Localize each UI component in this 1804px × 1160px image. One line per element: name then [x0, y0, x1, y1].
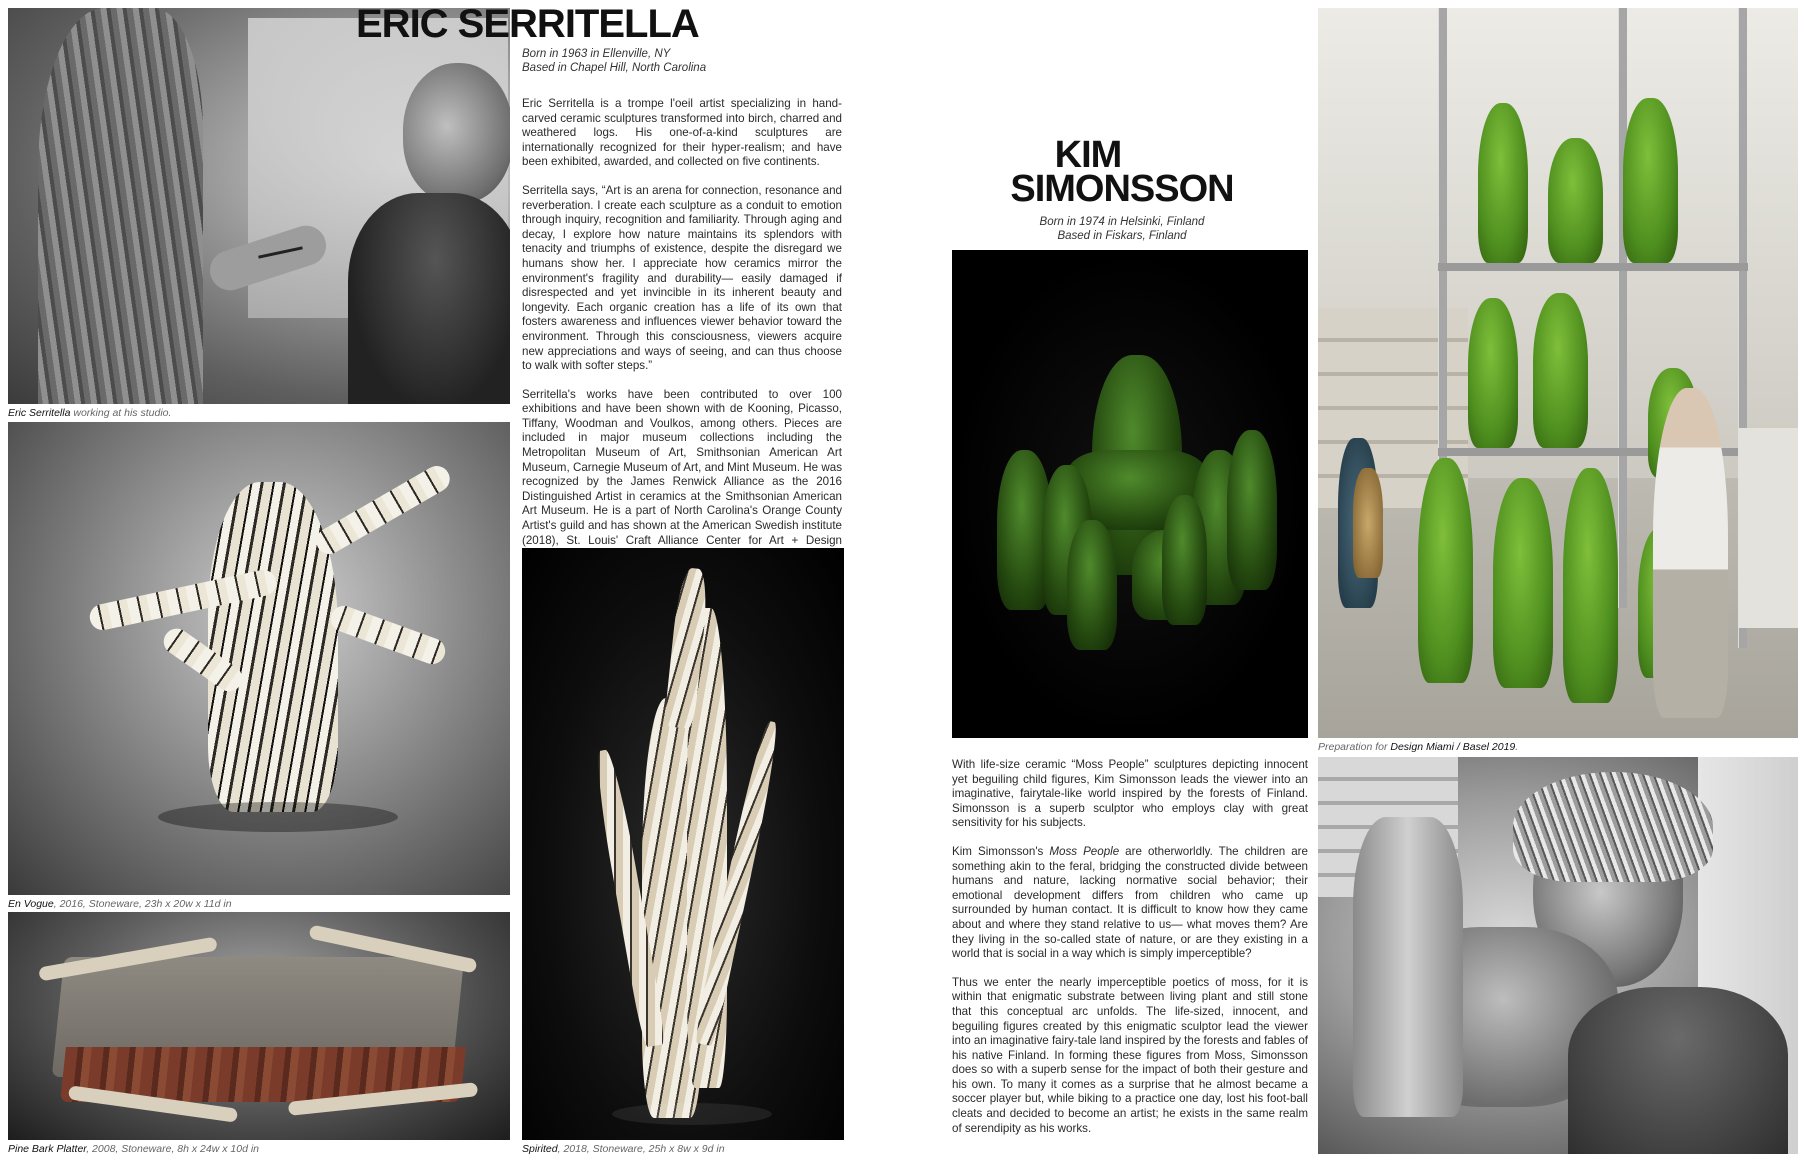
simonsson-born: Born in 1974 in Helsinki, Finland	[1039, 216, 1205, 228]
simonsson-based: Based in Fiskars, Finland	[1057, 230, 1187, 242]
studio-preparation-photo	[1318, 8, 1798, 738]
serritella-portrait-photo	[8, 8, 510, 404]
moss-people-photo	[952, 250, 1308, 738]
pine-bark-platter-photo	[8, 912, 510, 1140]
serritella-bio-p2: Serritella says, “Art is an arena for connection, resonance and reverberation. I create each sculpture as a conduit to emotion through inquiry, recognition and familiarity. Through aging and decay, I explore how nature maintains its splendors with tenacity and triumphs of existence, despite the disregard we humans show her. I appreciate how ceramics mirror the environment's fragility and durability— easily damaged if disrespected and yet invincible in its inherent beauty and longevity. Each organic creation has a life of its own that fosters awareness and influences viewer behavior toward the environment. Through this consciousness, viewers acquire new appreciations and ways of seeing, and can thus choose to walk with softer steps.”	[522, 183, 842, 373]
simonsson-bio	[952, 758, 1308, 1150]
serritella-bio-p1: Eric Serritella is a trompe l'oeil artist specializing in hand-carved ceramic sculptures transformed into birch, charred and weathered logs. His one-of-a-kind sculptures are internationally recognized for their hyper-realism; and have been exhibited, awarded, and collected on five continents.	[522, 97, 842, 169]
spirited-caption: Spirited, 2018, Stoneware, 25h x 8w x 9d in	[522, 1143, 725, 1155]
portrait-caption: Eric Serritella working at his studio.	[8, 407, 172, 419]
spirited-photo	[522, 548, 844, 1140]
simonsson-bio-p3: Thus we enter the nearly imperceptible poetics of moss, for it is within that enigmatic substrate between living plant and still stone that this conceptual arc unfolds. The life-sized, innocent, and beguiling figures created by this enigmatic sculptor lead the viewer into an imaginative fairy-tale land inspired by the forests and fables of his native Finland. In forming these figures from Moss, Simonsson does so with a superb sense for the impact of both their gesture and his own. To many it comes as a surprise that he almost became a soccer player but, while biking to a practice one day, lost his foot-ball cleats and decided to become an artist; he exists in the same realm of serendipity as his works.	[952, 975, 1308, 1135]
serritella-based: Based in Chapel Hill, North Carolina	[522, 62, 707, 74]
simonsson-title-line2: SIMONSSON	[1010, 168, 1234, 210]
serritella-born: Born in 1963 in Ellenville, NY	[522, 48, 671, 60]
simonsson-bio-p1: With life-size ceramic “Moss People” sculptures depicting innocent yet beguiling child figures, Kim Simonsson leads the viewer into an imaginative, fairytale-like world inspired by the forests of Finland. Simonsson is a superb sculptor who employs clay with great sensitivity for his subjects.	[952, 758, 1308, 830]
en-vogue-photo	[8, 422, 510, 895]
serritella-title: ERIC SERRITELLA	[356, 2, 699, 46]
serritella-bio-p3: Serritella's works have been contributed to over 100 exhibitions and have been shown with de Kooning, Picasso, Tiffany, Woodman and Voulkos, among others. Pieces are included in major museum collections including the Metropolitan Museum of Art, Smithsonian American Art Museum, Carnegie Museum of Art, and Mint Museum. He was recognized by the James Renwick Alliance as the 2016 Distinguished Artist in ceramics at the Smithsonian American Art Museum. He is a part of North Carolina's Orange County Artist's guild and has shown at the American Swedish institute (2018), St. Louis' Craft Alliance Center for Art + Design	[522, 387, 842, 547]
serritella-bio	[522, 97, 842, 606]
pine-bark-platter-caption: Pine Bark Platter, 2008, Stoneware, 8h x 24w x 10d in	[8, 1143, 259, 1155]
simonsson-title-line1: KIM	[1054, 134, 1122, 176]
simonsson-portrait-photo	[1318, 757, 1798, 1154]
studio-caption: Preparation for Design Miami / Basel 2019.	[1318, 741, 1519, 753]
simonsson-bio-p2: Kim Simonsson's Moss People are otherworldly. The children are something akin to the feral, bridging the constructed divide between humans and nature, lacking normative social behavior; their emotional development differs from children who came up surrounded by human contact. It is difficult to know how they came about and where they stand relative to us— what moves them? Are they living in the so-called state of nature, or are they existing in a world that is social in a way which is simply imperceptible?	[952, 844, 1308, 961]
en-vogue-caption: En Vogue, 2016, Stoneware, 23h x 20w x 11d in	[8, 898, 232, 910]
